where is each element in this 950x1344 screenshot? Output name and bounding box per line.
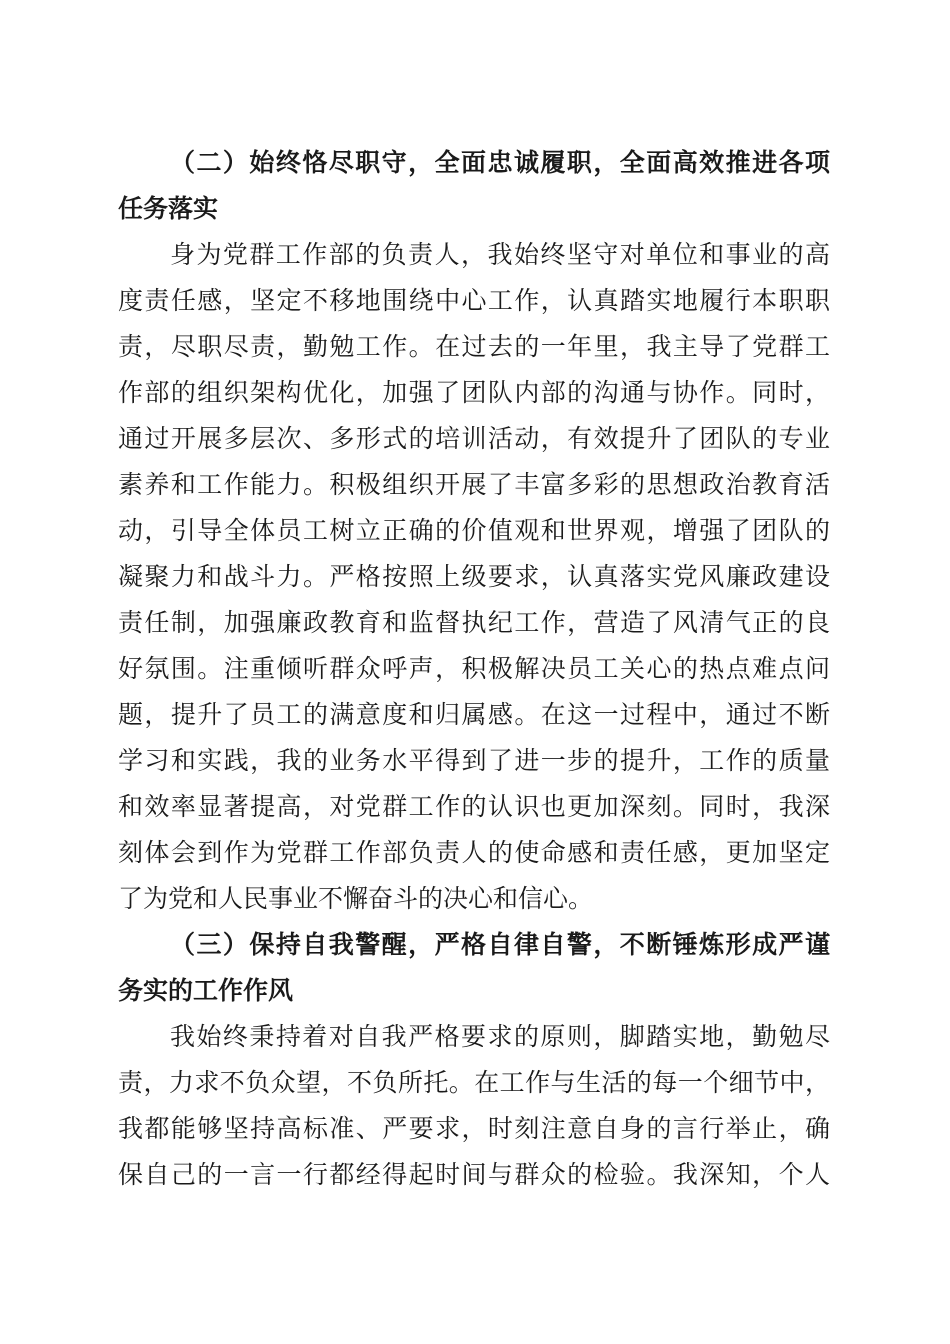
paragraph-line: 动，引导全体员工树立正确的价值观和世界观，增强了团队的 [118, 516, 830, 545]
paragraph-line: 刻体会到作为党群工作部负责人的使命感和责任感，更加坚定 [118, 838, 830, 867]
paragraph-line: 责，尽职尽责，勤勉工作。在过去的一年里，我主导了党群工 [118, 332, 830, 361]
paragraph-line: 责任制，加强廉政教育和监督执纪工作，营造了风清气正的良 [118, 608, 830, 637]
paragraph-line: 保自己的一言一行都经得起时间与群众的检验。我深知，个人 [118, 1160, 830, 1189]
paragraph-line: 好氛围。注重倾听群众呼声，积极解决员工关心的热点难点问 [118, 654, 830, 683]
section-heading-2-line-2: 任务落实 [118, 194, 219, 223]
paragraph-line: 素养和工作能力。积极组织开展了丰富多彩的思想政治教育活 [118, 470, 830, 499]
paragraph-line: 度责任感，坚定不移地围绕中心工作，认真踏实地履行本职职 [118, 286, 830, 315]
section-heading-2-line-1: （二）始终恪尽职守，全面忠诚履职，全面高效推进各项 [170, 148, 830, 177]
paragraph-line: 和效率显著提高，对党群工作的认识也更加深刻。同时，我深 [118, 792, 830, 821]
paragraph-line: 题，提升了员工的满意度和归属感。在这一过程中，通过不断 [118, 700, 830, 729]
paragraph-line: 凝聚力和战斗力。严格按照上级要求，认真落实党风廉政建设 [118, 562, 830, 591]
section-heading-3-line-2: 务实的工作作风 [118, 976, 294, 1005]
section-heading-3-line-1: （三）保持自我警醒，严格自律自警，不断锤炼形成严谨 [170, 930, 830, 959]
paragraph-line: 我都能够坚持高标准、严要求，时刻注意自身的言行举止，确 [118, 1114, 830, 1143]
paragraph-line: 我始终秉持着对自我严格要求的原则，脚踏实地，勤勉尽 [170, 1022, 830, 1051]
paragraph-line: 通过开展多层次、多形式的培训活动，有效提升了团队的专业 [118, 424, 830, 453]
paragraph-line: 责，力求不负众望，不负所托。在工作与生活的每一个细节中， [118, 1068, 830, 1097]
paragraph-line: 作部的组织架构优化，加强了团队内部的沟通与协作。同时， [118, 378, 830, 407]
paragraph-line: 了为党和人民事业不懈奋斗的决心和信心。 [118, 884, 594, 913]
paragraph-line: 身为党群工作部的负责人，我始终坚守对单位和事业的高 [170, 240, 830, 269]
paragraph-line: 学习和实践，我的业务水平得到了进一步的提升，工作的质量 [118, 746, 830, 775]
